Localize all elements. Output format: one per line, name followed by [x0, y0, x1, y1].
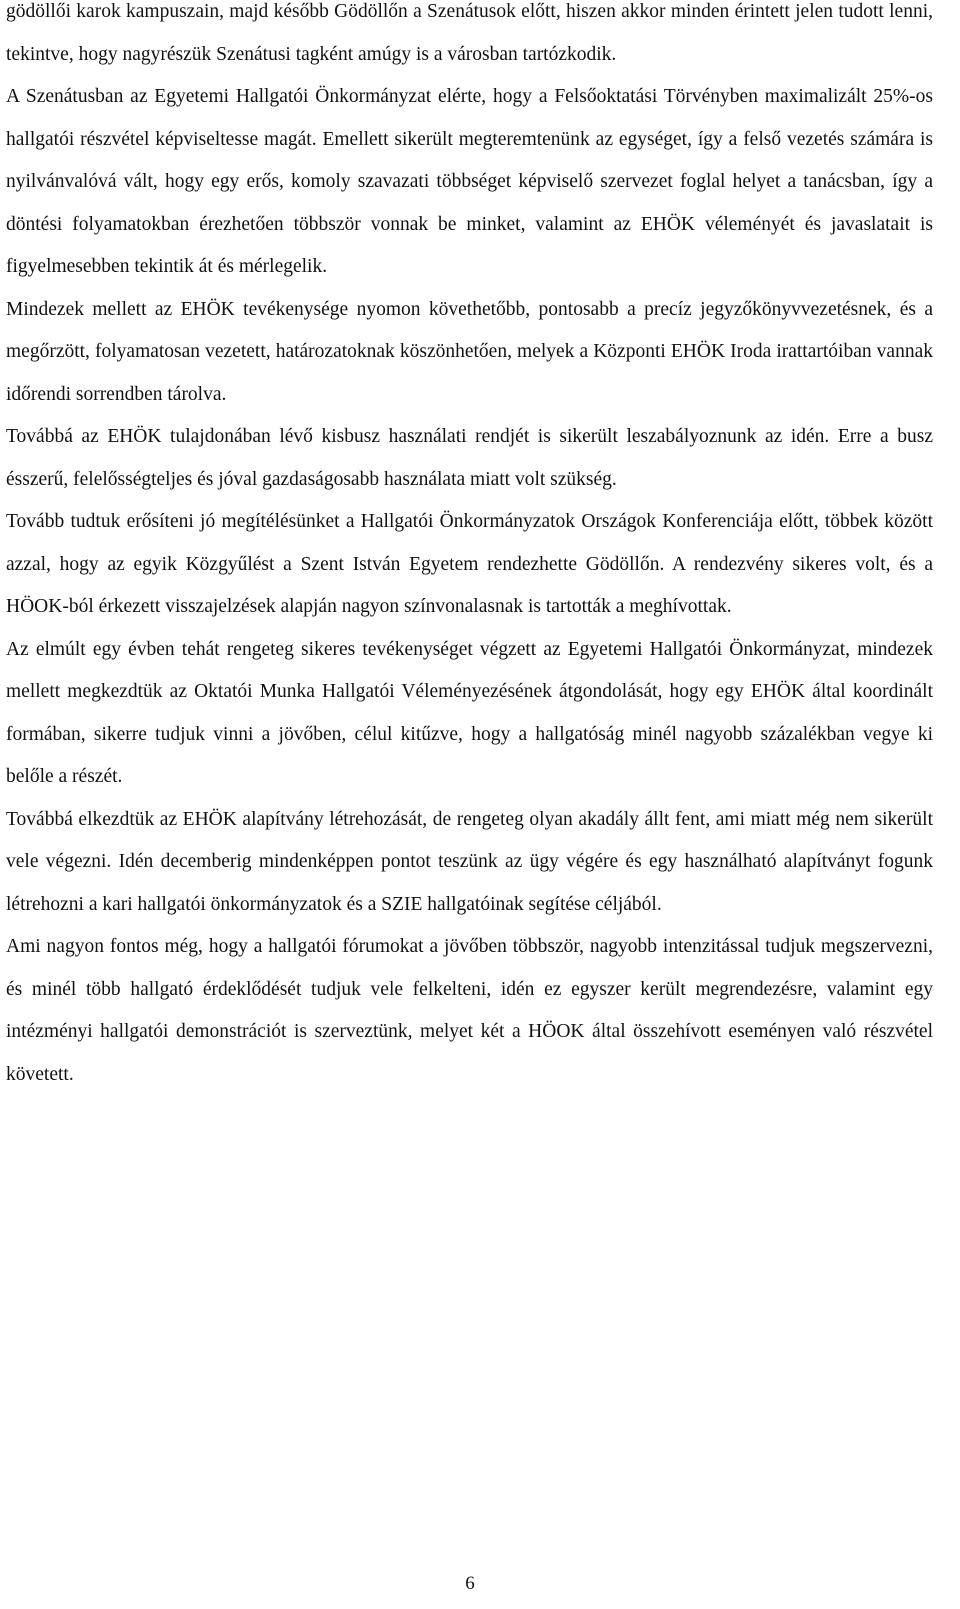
document-page [6, 0, 933, 1096]
paragraph-forums: Ami nagyon fontos még, hogy a hallgatói fórumokat a jövőben többször, nagyobb intenzitással tudjuk megszervezni, és minél több hallgató érdeklődését tudjuk vele felkelteni, idén ez egyszer került megrendezésre, valamint egy intézményi hallgatói demonstrációt is szerveztünk, melyet két a HÖOK által összehívott eseményen való részvétel követett. [6, 936, 933, 1085]
paragraph-foundation: Továbbá elkezdtük az EHÖK alapítvány létrehozását, de rengeteg olyan akadály állt fent, ami miatt még nem sikerült vele végezni. Idén decemberig mindenképpen pontot teszünk az ügy végére és egy használható alapítványt fogunk létrehozni a kari hallgatói önkormányzatok és a SZIE hallgatóinak segítése céljából. [6, 808, 933, 915]
page-number: 6 [465, 1573, 475, 1594]
paragraph-senate: A Szenátusban az Egyetemi Hallgatói Önkormányzat elérte, hogy a Felsőoktatási Törvényben maximalizált 25%-os hallgatói részvétel képviseltesse magát. Emellett sikerült megteremtenünk az egységet, így a felső vezetés számára is nyilvánvalóvá vált, hogy egy erős, komoly szavazati többséget képviselő szervezet foglal helyet a tanácsban, így a döntési folyamatokban érezhetően többször vonnak be minket, valamint az EHÖK véleményét és javaslatait is figyelmesebben tekintik át és mérlegelik. [6, 86, 933, 277]
paragraph-year-summary: Az elmúlt egy évben tehát rengeteg sikeres tevékenységet végzett az Egyetemi Hallgatói Önkormányzat, mindezek mellett megkezdtük az Oktatói Munka Hallgatói Véleményezésének átgondolását, hogy egy EHÖK által koordinált formában, sikerre tudjuk vinni a jövőben, célul kitűzve, hogy a hallgatóság minél nagyobb százalékban vegye ki belőle a részét. [6, 638, 933, 787]
paragraph-ehok-activity: Mindezek mellett az EHÖK tevékenysége nyomon követhetőbb, pontosabb a precíz jegyzőkönyvvezetésnek, és a megőrzött, folyamatosan vezetett, határozatoknak köszönhetően, melyek a Központi EHÖK Iroda irattartóiban vannak időrendi sorrendben tárolva. [6, 298, 933, 405]
paragraph-campus-meetings: gödöllői karok kampuszain, majd később Gödöllőn a Szenátusok előtt, hiszen akkor minden érintett jelen tudott lenni, tekintve, hogy nagyrészük Szenátusi tagként amúgy is a városban tartózkodik. [6, 1, 933, 65]
paragraph-minibus: Továbbá az EHÖK tulajdonában lévő kisbusz használati rendjét is sikerült leszabályoznunk az idén. Erre a busz ésszerű, felelősségteljes és jóval gazdaságosabb használata miatt volt szükség. [6, 426, 933, 490]
paragraph-hook-conference: Tovább tudtuk erősíteni jó megítélésünket a Hallgatói Önkormányzatok Országok Konferenciája előtt, többek között azzal, hogy az egyik Közgyűlést a Szent István Egyetem rendezhette Gödöllőn. A rendezvény sikeres volt, és a HÖOK-ból érkezett visszajelzések alapján nagyon színvonalasnak is tartották a meghívottak. [6, 511, 933, 617]
